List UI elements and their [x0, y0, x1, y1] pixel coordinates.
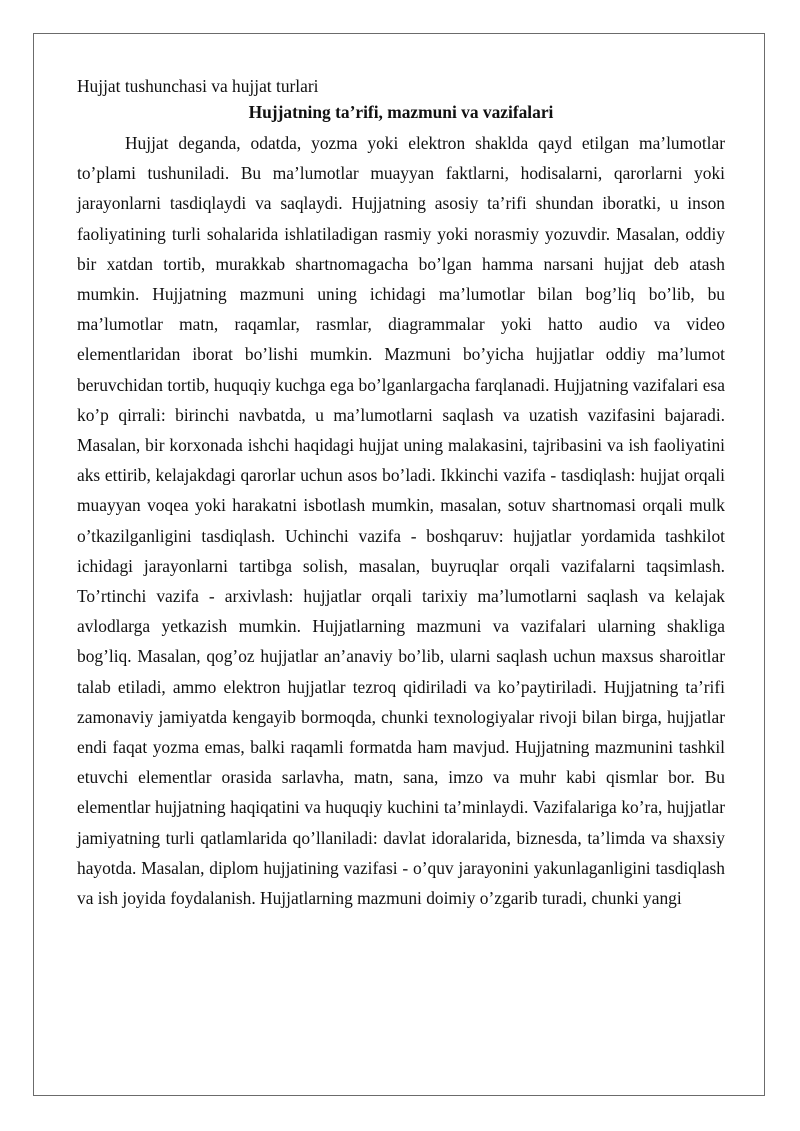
body-paragraph: Hujjat deganda, odatda, yozma yoki elektron shaklda qayd etilgan ma’lumotlar to’plami tushuniladi. Bu ma’lumotlar muayyan faktlarni, hodisalarni, qarorlarni yoki jarayonlarni tasdiqlaydi va saqlaydi. Hujjatning asosiy ta’rifi shundan iboratki, u inson faoliyatining turli sohalarida ishlatiladigan rasmiy yoki norasmiy yozuvdir. Masalan, oddiy bir xatdan tortib, murakkab shartnomagacha bo’lgan hamma narsani hujjat deb atash mumkin. Hujjatning mazmuni uning ichidagi ma’lumotlar bilan bog’liq bo’lib, bu ma’lumotlar matn, raqamlar, rasmlar, diagrammalar yoki hatto audio va video elementlaridan iborat bo’lishi mumkin. Mazmuni bo’yicha hujjatlar oddiy ma’lumot beruvchidan tortib, huquqiy kuchga ega bo’lganlargacha farqlanadi. Hujjatning vazifalari esa ko’p qirrali: birinchi navbatda, u ma’lumotlarni saqlash va uzatish vazifasini bajaradi. Masalan, bir korxonada ishchi haqidagi hujjat uning malakasini, tajribasini va ish faoliyatini aks ettirib, kelajakdagi qarorlar uchun asos bo’ladi. Ikkinchi vazifa - tasdiqlash: hujjat orqali muayyan voqea yoki harakatni isbotlash mumkin, masalan, sotuv shartnomasi orqali mulk o’tkazilganligini tasdiqlash. Uchinchi vazifa - boshqaruv: hujjatlar yordamida tashkilot ichidagi jarayonlarni tartibga solish, masalan, buyruqlar orqali vazifalarni taqsimlash. To’rtinchi vazifa - arxivlash: hujjatlar orqali tarixiy ma’lumotlarni saqlash va kelajak avlodlarga yetkazish mumkin. Hujjatlarning mazmuni va vazifalari ularning shakliga bog’liq. Masalan, qog’oz hujjatlar an’anaviy bo’lib, ularni saqlash uchun maxsus sharoitlar talab etiladi, ammo elektron hujjatlar tezroq qidiriladi va ko’paytiriladi. Hujjatning ta’rifi zamonaviy jamiyatda kengayib bormoqda, chunki texnologiyalar rivoji bilan birga, hujjatlar endi faqat yozma emas, balki raqamli formatda ham mavjud. Hujjatning mazmunini tashkil etuvchi elementlar orasida sarlavha, matn, sana, imzo va muhr kabi qismlar bor. Bu elementlar hujjatning haqiqatini va huquqiy kuchini ta’minlaydi. Vazifalariga ko’ra, hujjatlar jamiyatning turli qatlamlarida qo’llaniladi: davlat idoralarida, biznesda, ta’limda va shaxsiy hayotda. Masalan, diplom hujjatining vazifasi - o’quv jarayonini yakunlaganligini tasdiqlash va ish joyida foydalanish. Hujjatlarning mazmuni doimiy o’zgarib turadi, chunki yangi [77, 133, 725, 909]
document-content [77, 73, 725, 913]
section-title: Hujjatning ta’rifi, mazmuni va vazifalari [248, 102, 554, 122]
document-heading: Hujjat tushunchasi va hujjat turlari [77, 76, 319, 96]
